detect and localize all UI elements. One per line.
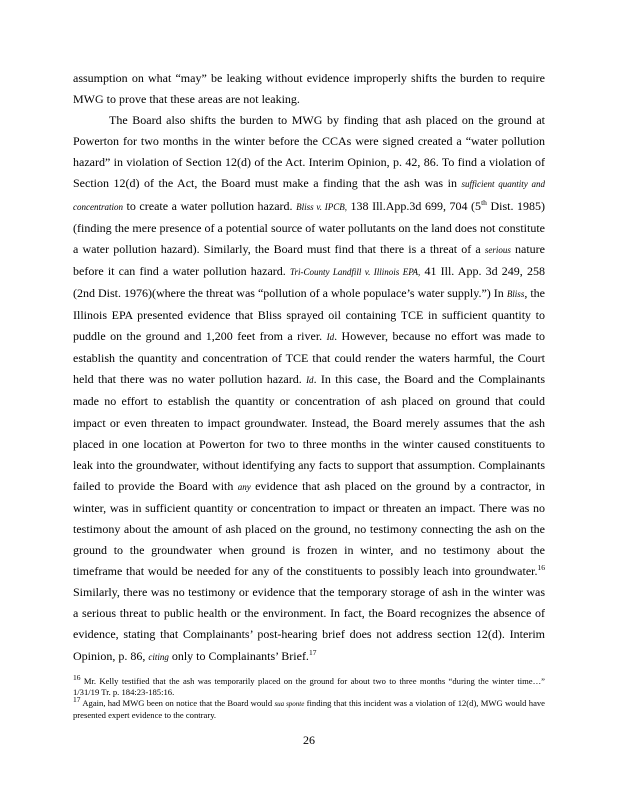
p2-text-7: , the Illinois EPA presented evidence that Bliss sprayed oil containing TCE in sufficient quantity to puddle on the ground and 1,200 feet from a river. xyxy=(73,285,545,344)
p2-italic-any: any xyxy=(237,481,251,492)
p2-italic-bliss: Bliss xyxy=(506,288,525,299)
paragraph-1 xyxy=(73,68,545,110)
footnote-17-text-1: Again, had MWG been on notice that the Board would xyxy=(80,698,275,708)
footnote-ref-17[interactable]: 17 xyxy=(308,647,317,657)
p2-text-5: nature before it can find a water pollution hazard. xyxy=(73,241,545,278)
footnote-ref-16[interactable]: 16 xyxy=(537,563,545,573)
p2-text-4: Dist. 1985)(finding the mere presence of a potential source of water pollutants on the land does not constitute a water pollution hazard). Similarly, the Board must find that there is a threat of a xyxy=(73,198,545,256)
p2-italic-citing: citing xyxy=(148,651,169,662)
page-number: 26 xyxy=(303,733,315,747)
p2-superscript-th: th xyxy=(481,197,487,207)
p2-text-12: only to Complainants’ Brief. xyxy=(168,648,309,663)
footnotes xyxy=(73,673,545,721)
paragraph-2 xyxy=(73,110,545,667)
p2-italic-serious: serious xyxy=(484,244,511,255)
p2-text-6: 41 Ill. App. 3d 249, 258 (2nd Dist. 1976)(where the threat was “pollution of a whole populace’s water supply.”) In xyxy=(73,263,545,300)
p2-text-9: . In this case, the Board and the Complainants made no effort to establish the quantity or concentration of ash placed on ground that could impact or even threaten to impact groundwater. Instead, the Board merely assumes that the ash placed in one location at Powerton for two to three months in the winter caused constituents to leak into the groundwater, without identifying any facts to support that assumption. Complainants failed to provide the Board with xyxy=(73,372,545,493)
p2-text-11: Similarly, there was no testimony or evidence that the temporary storage of ash in the winter was a serious threat to public health or the environment. In fact, the Board recognizes the absence of evidence, stating that Complainants’ post-hearing brief does not address section 12(d). Interim Opinion, p. 86, xyxy=(73,585,545,663)
p2-italic-id-2: Id xyxy=(306,375,314,386)
p2-italic-tri-county-citation: Tri-County Landfill v. Illinois EPA, xyxy=(289,266,421,277)
footnote-17-text-2: finding that this incident was a violation of 12(d), MWG would have presented expert evidence to the contrary. xyxy=(73,698,545,720)
body-text xyxy=(73,68,545,668)
p2-text-1: The Board also shifts the burden to MWG by finding that ash placed on the ground at Powerton for two months in the winter before the CCAs were signed created a “water pollution hazard” in violation of Section 12(d) of the Act. Interim Opinion, p. 42, 86. To find a violation of Section 12(d) of the Act, the Board must make a finding that the ash was in xyxy=(73,113,545,191)
p2-italic-sufficient-quantity: sufficient quantity and concentration xyxy=(73,179,545,212)
p2-italic-id-1: Id xyxy=(326,332,335,343)
footnote-17-italic-sua-sponte: sua sponte xyxy=(274,700,305,708)
footnote-17 xyxy=(73,695,545,721)
footnote-16-text: Mr. Kelly testified that the ash was temporarily placed on the ground for about two to three months “during the winter time…” 1/31/19 Tr. p. 184:23-185:16. xyxy=(73,676,545,697)
footnote-16 xyxy=(73,673,545,698)
p2-italic-bliss-citation: Bliss v. IPCB, xyxy=(296,201,347,212)
paragraph-1-text: assumption on what “may” be leaking without evidence improperly shifts the burden to require MWG to prove that these areas are not leaking. xyxy=(73,71,545,107)
footnote-17-number: 17 xyxy=(73,695,81,705)
p2-text-8: . However, because no effort was made to establish the quantity and concentration of TCE that could render the waters harmful, the Court held that there was no water pollution hazard. xyxy=(73,329,545,387)
p2-text-2: to create a water pollution hazard. xyxy=(123,198,297,213)
footnote-16-number: 16 xyxy=(73,673,81,683)
p2-text-10: evidence that ash placed on the ground by a contractor, in winter, was in sufficient quantity or concentration to impact or threaten an impact. There was no testimony about the amount of ash placed on the ground, no testimony connecting the ash on the ground to the groundwater when ground is frozen in winter, and no testimony about the timeframe that would be needed for any of the constituents to possibly leach into groundwater. xyxy=(73,478,545,579)
p2-text-3: 138 Ill.App.3d 699, 704 (5 xyxy=(347,198,482,213)
